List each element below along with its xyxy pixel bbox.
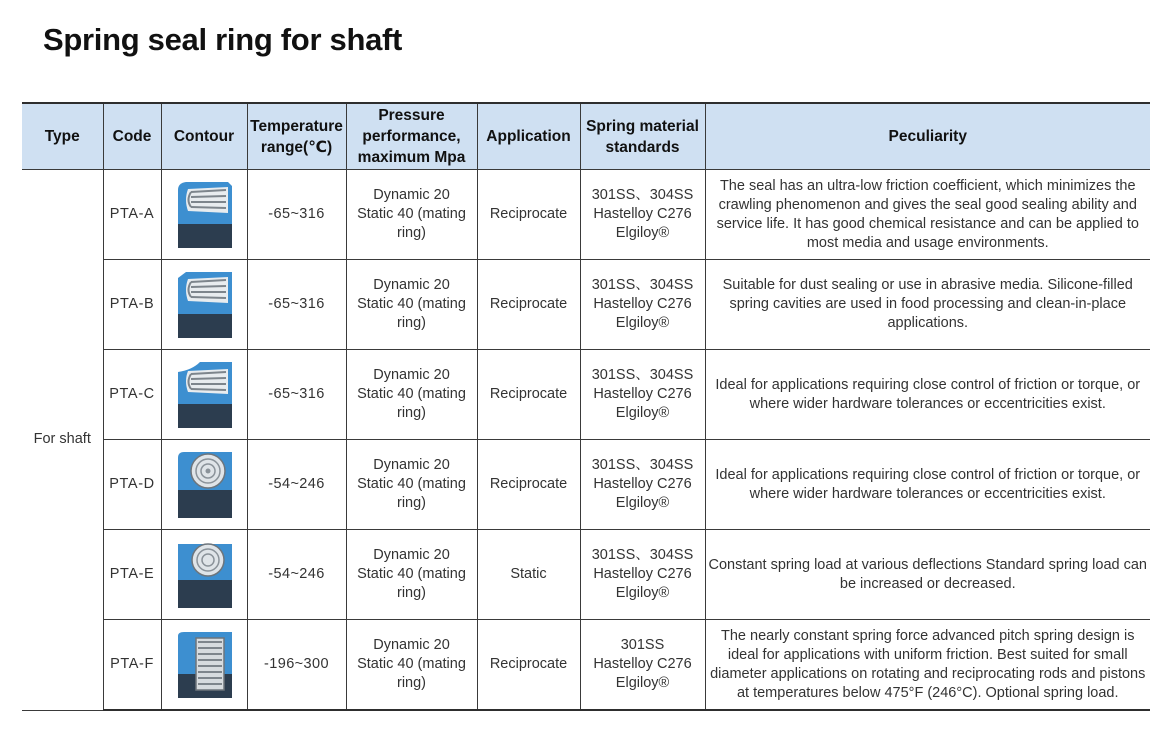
spring-material-cell bbox=[580, 260, 705, 350]
code-cell: PTA-A bbox=[103, 170, 161, 260]
table-row bbox=[22, 170, 1150, 260]
header-pressure: Pressure performance, maximum Mpa bbox=[346, 103, 477, 170]
contour-cell bbox=[161, 530, 247, 620]
pressure-static: Static 40 (mating ring) bbox=[357, 566, 466, 601]
v-spring-seal-profile-icon bbox=[174, 360, 234, 430]
spring-material-cell bbox=[580, 170, 705, 260]
table-row bbox=[22, 530, 1150, 620]
code-cell: PTA-B bbox=[103, 260, 161, 350]
peculiarity-cell: Ideal for applications requiring close control of friction or torque, or where wider hardware tolerances or eccentricities exist. bbox=[705, 440, 1150, 530]
header-application: Application bbox=[477, 103, 580, 170]
type-cell: For shaft bbox=[22, 170, 103, 711]
spring-material-cell bbox=[580, 350, 705, 440]
table-row bbox=[22, 620, 1150, 711]
table-header-row bbox=[22, 103, 1150, 170]
application-cell: Reciprocate bbox=[477, 350, 580, 440]
code-cell: PTA-C bbox=[103, 350, 161, 440]
material-line: Elgiloy® bbox=[615, 675, 670, 691]
application-cell: Static bbox=[477, 530, 580, 620]
temperature-cell: -65~316 bbox=[247, 260, 346, 350]
application-cell: Reciprocate bbox=[477, 620, 580, 711]
peculiarity-cell: The nearly constant spring force advanced pitch spring design is ideal for applications with uniform friction. Best suited for small diameter applications on rotating and reciprocating rods and pistons at temperatures below 475°F (246°C). Optional spring load. bbox=[705, 620, 1150, 711]
material-line: Elgiloy® bbox=[615, 225, 670, 241]
pressure-cell bbox=[346, 620, 477, 711]
peculiarity-cell: The seal has an ultra-low friction coefficient, which minimizes the crawling phenomenon and gives the seal good sealing ability and service life. It has good chemical resistance and can be applied to most media and usage environments. bbox=[705, 170, 1150, 260]
coil-spring-seal-profile-icon bbox=[174, 450, 234, 520]
contour-cell bbox=[161, 350, 247, 440]
spring-material-cell bbox=[580, 530, 705, 620]
application-cell: Reciprocate bbox=[477, 170, 580, 260]
material-line: Elgiloy® bbox=[615, 405, 670, 421]
pressure-cell bbox=[346, 170, 477, 260]
pressure-dynamic: Dynamic 20 bbox=[373, 277, 450, 293]
temperature-cell: -196~300 bbox=[247, 620, 346, 711]
material-line: 301SS、304SS bbox=[591, 547, 694, 563]
pressure-dynamic: Dynamic 20 bbox=[373, 547, 450, 563]
peculiarity-cell: Ideal for applications requiring close control of friction or torque, or where wider hardware tolerances or eccentricities exist. bbox=[705, 350, 1150, 440]
table-row bbox=[22, 350, 1150, 440]
application-cell: Reciprocate bbox=[477, 260, 580, 350]
pressure-cell bbox=[346, 260, 477, 350]
pressure-cell bbox=[346, 440, 477, 530]
v-spring-seal-profile-icon bbox=[174, 180, 234, 250]
code-cell: PTA-D bbox=[103, 440, 161, 530]
material-line: 301SS、304SS bbox=[591, 457, 694, 473]
contour-cell bbox=[161, 620, 247, 711]
pressure-dynamic: Dynamic 20 bbox=[373, 637, 450, 653]
material-line: Hastelloy C276 bbox=[593, 386, 692, 402]
pressure-static: Static 40 (mating ring) bbox=[357, 476, 466, 511]
contour-cell bbox=[161, 260, 247, 350]
header-peculiarity: Peculiarity bbox=[705, 103, 1150, 170]
spring-material-cell bbox=[580, 440, 705, 530]
application-cell: Reciprocate bbox=[477, 440, 580, 530]
header-spring-material: Spring material standards bbox=[580, 103, 705, 170]
pressure-dynamic: Dynamic 20 bbox=[373, 367, 450, 383]
peculiarity-cell: Constant spring load at various deflections Standard spring load can be increased or decreased. bbox=[705, 530, 1150, 620]
coil-spring-seal-profile-icon bbox=[174, 540, 234, 610]
code-cell: PTA-E bbox=[103, 530, 161, 620]
temperature-cell: -65~316 bbox=[247, 350, 346, 440]
pressure-cell bbox=[346, 530, 477, 620]
contour-cell bbox=[161, 170, 247, 260]
header-temperature: Temperature range(℃) bbox=[247, 103, 346, 170]
header-type: Type bbox=[22, 103, 103, 170]
material-line: Elgiloy® bbox=[615, 585, 670, 601]
pressure-cell bbox=[346, 350, 477, 440]
table-row bbox=[22, 440, 1150, 530]
temperature-cell: -65~316 bbox=[247, 170, 346, 260]
helical-spring-seal-profile-icon bbox=[174, 630, 234, 700]
temperature-cell: -54~246 bbox=[247, 530, 346, 620]
peculiarity-cell: Suitable for dust sealing or use in abrasive media. Silicone-filled spring cavities are used in food processing and clean-in-place applications. bbox=[705, 260, 1150, 350]
pressure-static: Static 40 (mating ring) bbox=[357, 296, 466, 331]
temperature-cell: -54~246 bbox=[247, 440, 346, 530]
material-line: 301SS、304SS bbox=[591, 187, 694, 203]
pressure-static: Static 40 (mating ring) bbox=[357, 206, 466, 241]
material-line: 301SS bbox=[620, 637, 665, 653]
pressure-dynamic: Dynamic 20 bbox=[373, 457, 450, 473]
material-line: Elgiloy® bbox=[615, 495, 670, 511]
material-line: Hastelloy C276 bbox=[593, 566, 692, 582]
header-contour: Contour bbox=[161, 103, 247, 170]
material-line: 301SS、304SS bbox=[591, 367, 694, 383]
pressure-dynamic: Dynamic 20 bbox=[373, 187, 450, 203]
v-spring-seal-profile-icon bbox=[174, 270, 234, 340]
pressure-static: Static 40 (mating ring) bbox=[357, 386, 466, 421]
material-line: Hastelloy C276 bbox=[593, 206, 692, 222]
header-code: Code bbox=[103, 103, 161, 170]
page-title: Spring seal ring for shaft bbox=[43, 22, 403, 57]
material-line: Elgiloy® bbox=[615, 315, 670, 331]
material-line: Hastelloy C276 bbox=[593, 296, 692, 312]
material-line: Hastelloy C276 bbox=[593, 656, 692, 672]
pressure-static: Static 40 (mating ring) bbox=[357, 656, 466, 691]
material-line: Hastelloy C276 bbox=[593, 476, 692, 492]
table-row bbox=[22, 260, 1150, 350]
spring-material-cell bbox=[580, 620, 705, 711]
code-cell: PTA-F bbox=[103, 620, 161, 711]
spec-table bbox=[22, 102, 1150, 711]
material-line: 301SS、304SS bbox=[591, 277, 694, 293]
contour-cell bbox=[161, 440, 247, 530]
